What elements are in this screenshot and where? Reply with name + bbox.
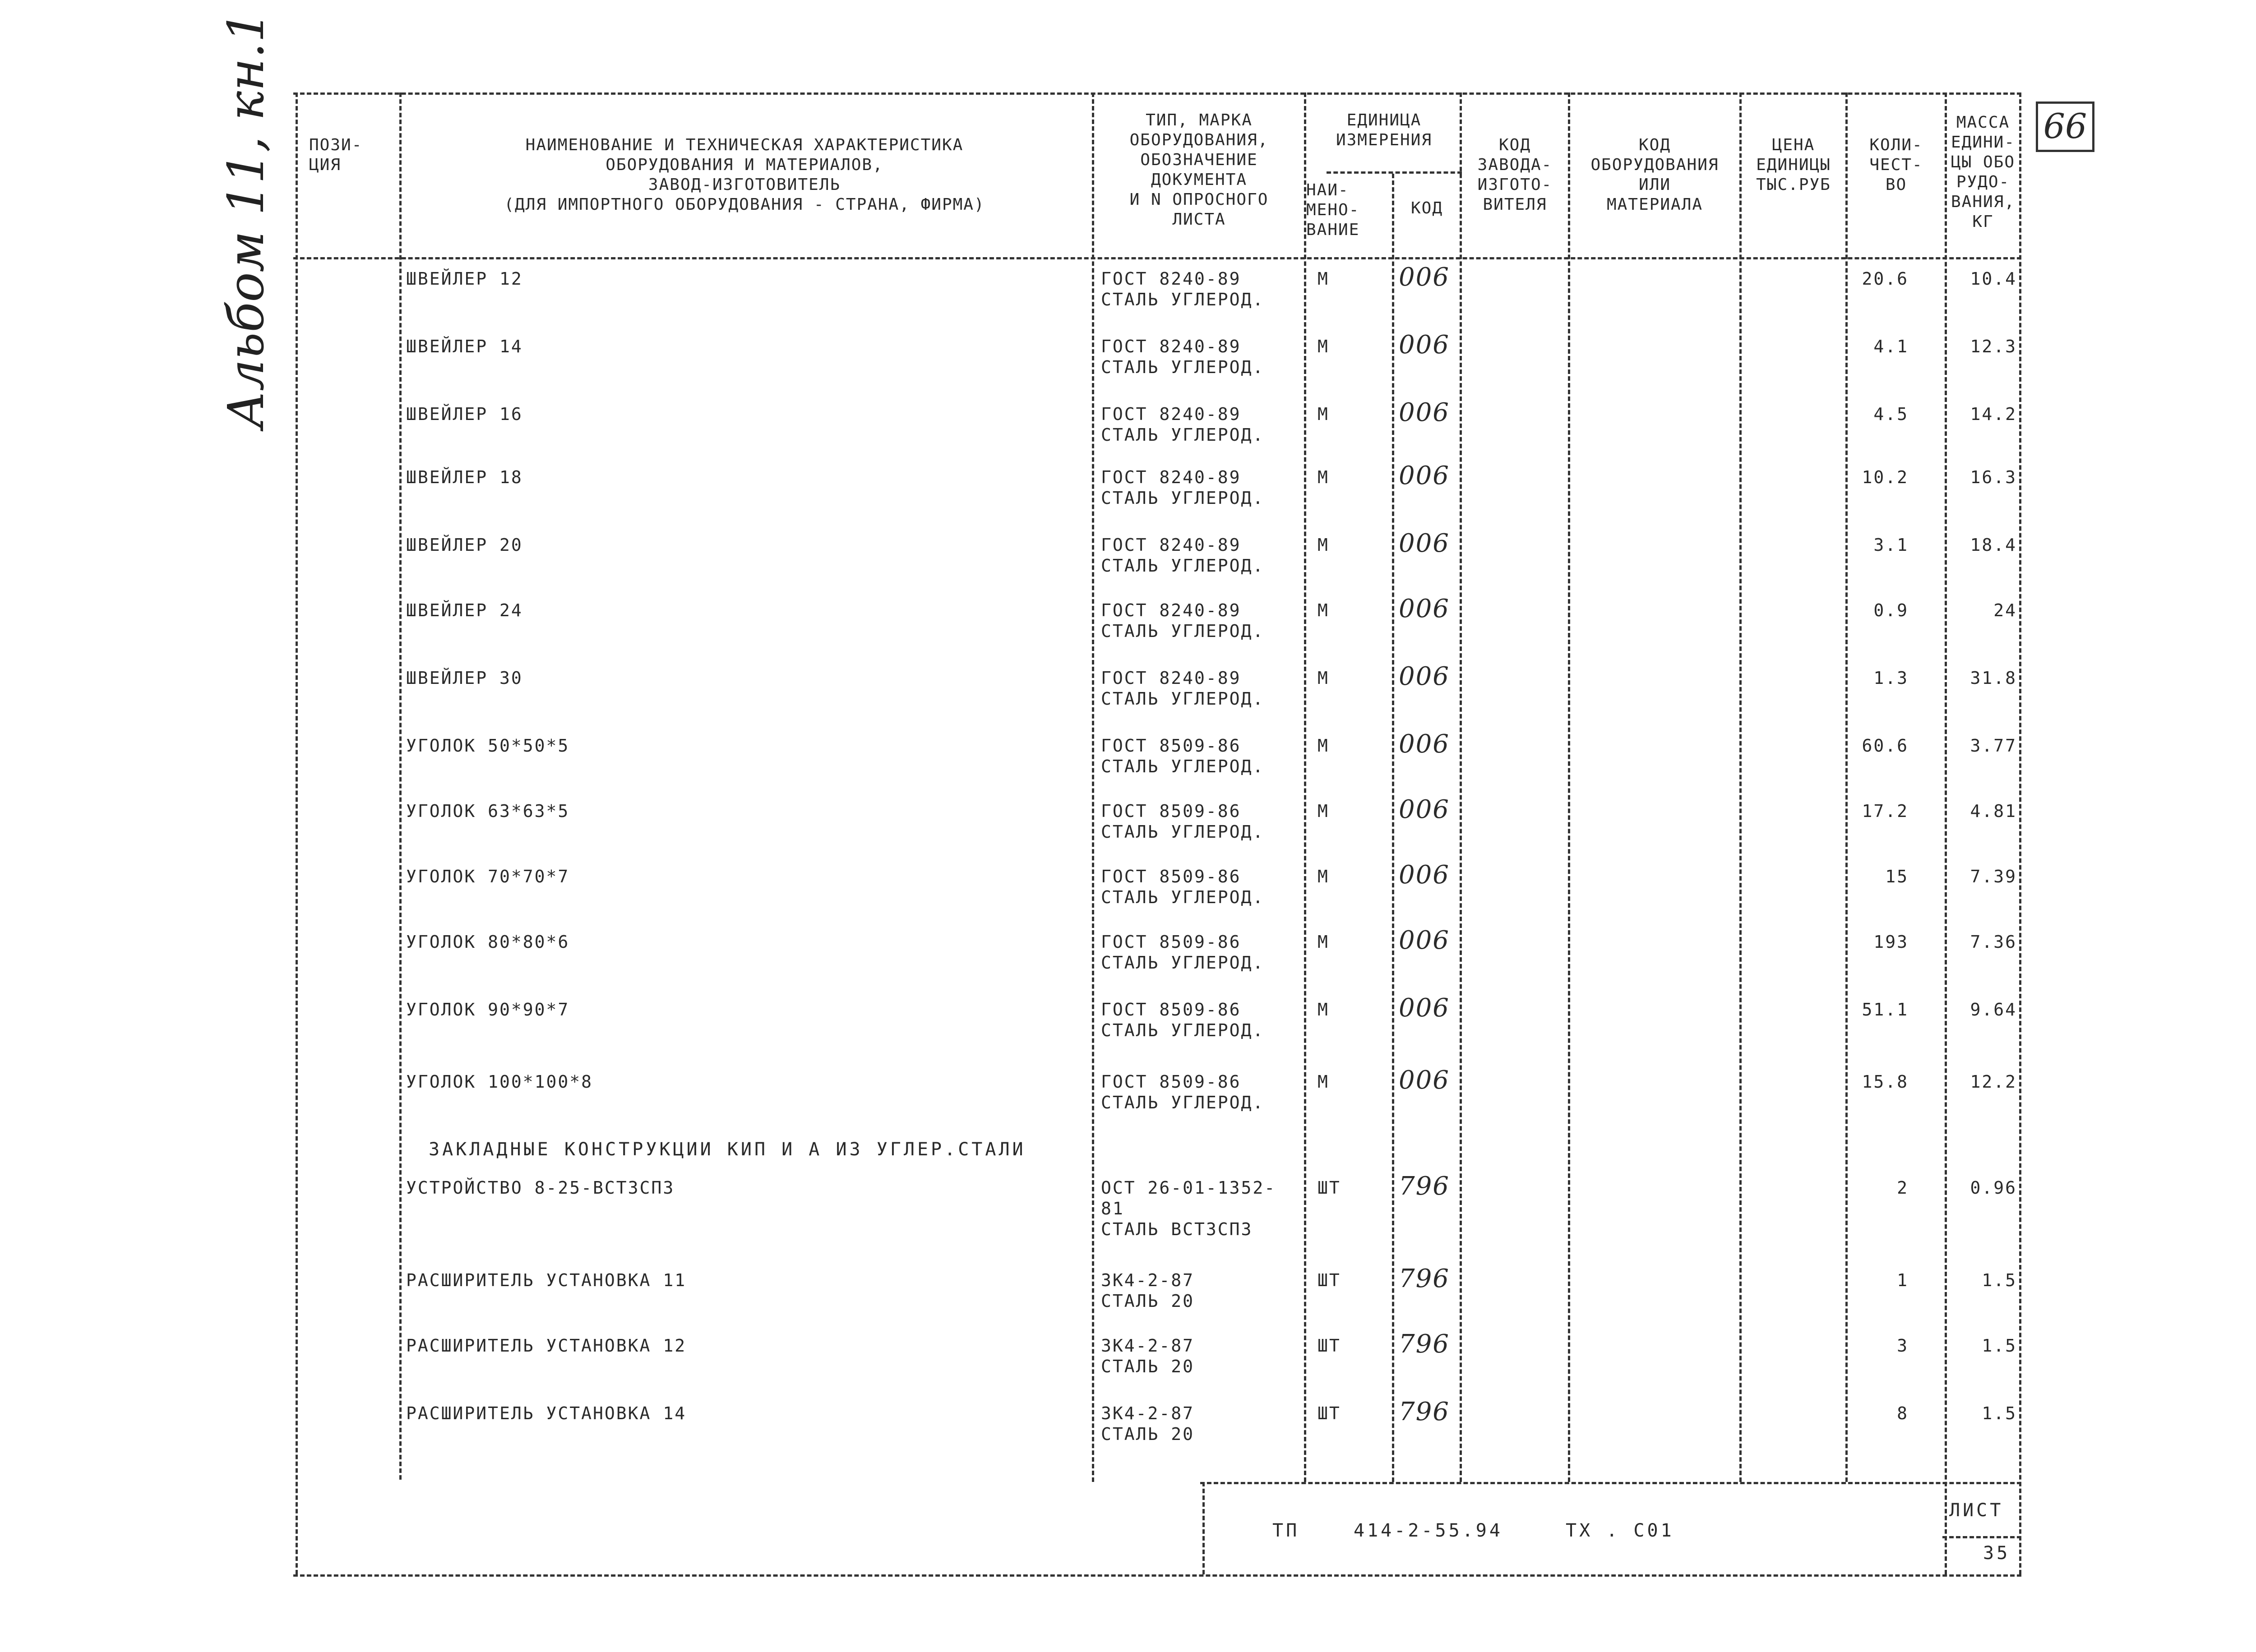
item-name: ШВЕЙЛЕР 20 [406, 535, 523, 555]
item-mass: 1.5 [1982, 1270, 2017, 1290]
item-unit-code: 796 [1399, 1329, 1450, 1359]
item-type: ГОСТ 8509-86 СТАЛЬ УГЛЕРОД. [1101, 736, 1265, 776]
item-type: ГОСТ 8240-89 СТАЛЬ УГЛЕРОД. [1101, 535, 1265, 576]
item-unit-code: 006 [1399, 529, 1450, 558]
col-border-maker [1568, 92, 1570, 1482]
item-quantity: 10.2 [1862, 467, 1909, 487]
item-type: ГОСТ 8240-89 СТАЛЬ УГЛЕРОД. [1101, 668, 1265, 709]
item-quantity: 17.2 [1862, 801, 1909, 821]
col-border-unit-code [1460, 92, 1462, 1482]
item-quantity: 51.1 [1862, 1000, 1909, 1020]
item-unit: М [1318, 801, 1329, 821]
item-quantity: 4.1 [1873, 337, 1909, 356]
item-mass: 1.5 [1982, 1336, 2017, 1356]
item-name: УГОЛОК 50*50*5 [406, 736, 570, 756]
item-unit: ШТ [1318, 1178, 1341, 1198]
header-bottom-border [293, 257, 2021, 259]
header-name: НАИМЕНОВАНИЕ И ТЕХНИЧЕСКАЯ ХАРАКТЕРИСТИКА ОБОРУДОВАНИЯ И МАТЕРИАЛОВ, ЗАВОД-ИЗГОТОВИТЕЛЬ (ДЛЯ ИМПОРТНОГО ОБОРУДОВАНИЯ - СТРАНА, ФИРМА) [504, 136, 985, 214]
col-border-type [1304, 92, 1306, 1482]
item-name: ШВЕЙЛЕР 24 [406, 600, 523, 620]
header-unit-name: НАИ- МЕНО- ВАНИЕ [1306, 181, 1360, 239]
stamp-sheet-divider [1942, 1536, 2021, 1538]
item-type: ГОСТ 8240-89 СТАЛЬ УГЛЕРОД. [1101, 404, 1265, 445]
table-bottom-border [293, 1574, 2021, 1577]
item-unit: ШТ [1318, 1403, 1341, 1423]
item-unit-code: 006 [1399, 729, 1450, 759]
item-unit: ШТ [1318, 1336, 1341, 1356]
table-top-border [293, 92, 2021, 95]
item-mass: 3.77 [1970, 736, 2017, 756]
item-mass: 12.2 [1970, 1072, 2017, 1092]
item-mass: 10.4 [1970, 269, 2017, 289]
item-name: ШВЕЙЛЕР 14 [406, 337, 523, 356]
item-quantity: 4.5 [1873, 404, 1909, 424]
header-maker-code: КОД ЗАВОДА- ИЗГОТО- ВИТЕЛЯ [1477, 136, 1553, 214]
col-border-right [2019, 92, 2021, 1574]
item-unit-code: 006 [1399, 1066, 1450, 1095]
stamp-doc-number: 414-2-55.94 [1354, 1520, 1503, 1541]
item-type: ГОСТ 8509-86 СТАЛЬ УГЛЕРОД. [1101, 801, 1265, 842]
item-unit-code: 006 [1399, 795, 1450, 824]
item-unit-code: 006 [1399, 330, 1450, 360]
header-price: ЦЕНА ЕДИНИЦЫ ТЫС.РУБ [1756, 136, 1831, 194]
item-type: ГОСТ 8240-89 СТАЛЬ УГЛЕРОД. [1101, 600, 1265, 641]
stamp-sheet-label: ЛИСТ [1949, 1500, 2004, 1521]
item-mass: 16.3 [1970, 467, 2017, 487]
col-border-name [1092, 92, 1094, 1482]
section-title: ЗАКЛАДНЫЕ КОНСТРУКЦИИ КИП И А ИЗ УГЛЕР.СТАЛИ [429, 1139, 1026, 1160]
item-quantity: 3 [1897, 1336, 1909, 1356]
item-unit: М [1318, 1000, 1329, 1020]
item-unit: М [1318, 337, 1329, 356]
item-type: ЗК4-2-87 СТАЛЬ 20 [1101, 1270, 1195, 1311]
item-name: УГОЛОК 100*100*8 [406, 1072, 593, 1092]
header-qty: КОЛИ- ЧЕСТ- ВО [1869, 136, 1923, 194]
item-type: ГОСТ 8509-86 СТАЛЬ УГЛЕРОД. [1101, 932, 1265, 973]
item-type: ГОСТ 8240-89 СТАЛЬ УГЛЕРОД. [1101, 337, 1265, 377]
item-type: ГОСТ 8509-86 СТАЛЬ УГЛЕРОД. [1101, 1000, 1265, 1040]
item-name: УГОЛОК 70*70*7 [406, 867, 570, 886]
item-mass: 24 [1993, 600, 2017, 620]
item-type: ГОСТ 8240-89 СТАЛЬ УГЛЕРОД. [1101, 467, 1265, 508]
item-mass: 14.2 [1970, 404, 2017, 424]
item-unit: М [1318, 600, 1329, 620]
item-name: ШВЕЙЛЕР 12 [406, 269, 523, 289]
item-name: УГОЛОК 80*80*6 [406, 932, 570, 952]
item-name: УГОЛОК 90*90*7 [406, 1000, 570, 1020]
item-name: РАСШИРИТЕЛЬ УСТАНОВКА 11 [406, 1270, 687, 1290]
item-unit-code: 006 [1399, 263, 1450, 292]
col-border-qty [1945, 92, 1947, 1574]
item-quantity: 2 [1897, 1178, 1909, 1198]
unit-subheader-line [1327, 171, 1462, 174]
item-unit-code: 006 [1399, 926, 1450, 955]
item-unit: М [1318, 467, 1329, 487]
item-unit: М [1318, 404, 1329, 424]
item-type: ЗК4-2-87 СТАЛЬ 20 [1101, 1403, 1195, 1444]
item-quantity: 8 [1897, 1403, 1909, 1423]
item-mass: 7.39 [1970, 867, 2017, 886]
item-mass: 7.36 [1970, 932, 2017, 952]
item-mass: 1.5 [1982, 1403, 2017, 1423]
stamp-tp: ТП [1272, 1520, 1300, 1541]
item-name: ШВЕЙЛЕР 16 [406, 404, 523, 424]
item-quantity: 15 [1885, 867, 1909, 886]
stamp-mark: ТХ . С01 [1566, 1520, 1674, 1541]
header-unit-group: ЕДИНИЦА ИЗМЕРЕНИЯ [1336, 111, 1433, 149]
item-unit-code: 796 [1399, 1397, 1450, 1426]
item-name: УГОЛОК 63*63*5 [406, 801, 570, 821]
item-type: ГОСТ 8509-86 СТАЛЬ УГЛЕРОД. [1101, 1072, 1265, 1112]
stamp-top-border [1200, 1482, 2021, 1484]
header-position: ПОЗИ- ЦИЯ [309, 136, 363, 174]
item-quantity: 193 [1873, 932, 1909, 952]
item-unit: ШТ [1318, 1270, 1341, 1290]
sheet-mark: 66 [2036, 102, 2094, 152]
col-border-price [1845, 92, 1848, 1482]
header-mass: МАССА ЕДИНИ- ЦЫ ОБО РУДО- ВАНИЯ, КГ [1951, 113, 2016, 231]
item-unit: М [1318, 668, 1329, 688]
item-unit: М [1318, 867, 1329, 886]
item-mass: 0.96 [1970, 1178, 2017, 1198]
item-unit-code: 006 [1399, 662, 1450, 691]
item-unit-code: 006 [1399, 594, 1450, 623]
item-type: ГОСТ 8240-89 СТАЛЬ УГЛЕРОД. [1101, 269, 1265, 309]
item-unit-code: 006 [1399, 398, 1450, 427]
item-unit-code: 006 [1399, 860, 1450, 890]
col-border-unit-name [1392, 174, 1394, 1482]
item-mass: 12.3 [1970, 337, 2017, 356]
item-quantity: 20.6 [1862, 269, 1909, 289]
item-name: РАСШИРИТЕЛЬ УСТАНОВКА 14 [406, 1403, 687, 1423]
item-mass: 4.81 [1970, 801, 2017, 821]
col-border-left [296, 92, 298, 1574]
item-unit-code: 006 [1399, 461, 1450, 490]
item-type: ЗК4-2-87 СТАЛЬ 20 [1101, 1336, 1195, 1376]
item-quantity: 3.1 [1873, 535, 1909, 555]
col-border-position [399, 92, 402, 1480]
header-unit-code: КОД [1410, 199, 1443, 217]
header-type: ТИП, МАРКА ОБОРУДОВАНИЯ, ОБОЗНАЧЕНИЕ ДОКУМЕНТА И N ОПРОСНОГО ЛИСТА [1129, 111, 1269, 229]
item-unit: М [1318, 736, 1329, 756]
item-name: ШВЕЙЛЕР 18 [406, 467, 523, 487]
item-name: УСТРОЙСТВО 8-25-ВСТ3СП3 [406, 1178, 675, 1198]
album-note: Альбом 11, кн.1 [217, 11, 275, 429]
item-mass: 31.8 [1970, 668, 2017, 688]
item-quantity: 60.6 [1862, 736, 1909, 756]
item-name: ШВЕЙЛЕР 30 [406, 668, 523, 688]
item-unit-code: 006 [1399, 993, 1450, 1023]
item-unit: М [1318, 932, 1329, 952]
header-equip-code: КОД ОБОРУДОВАНИЯ ИЛИ МАТЕРИАЛА [1590, 136, 1719, 214]
item-mass: 18.4 [1970, 535, 2017, 555]
stamp-left-border [1202, 1482, 1205, 1574]
item-unit-code: 796 [1399, 1264, 1450, 1293]
item-quantity: 1 [1897, 1270, 1909, 1290]
item-quantity: 15.8 [1862, 1072, 1909, 1092]
item-mass: 9.64 [1970, 1000, 2017, 1020]
item-quantity: 0.9 [1873, 600, 1909, 620]
item-unit: М [1318, 269, 1329, 289]
item-name: РАСШИРИТЕЛЬ УСТАНОВКА 12 [406, 1336, 687, 1356]
item-unit-code: 796 [1399, 1172, 1450, 1201]
item-unit: М [1318, 535, 1329, 555]
item-type: ОСТ 26-01-1352- 81 СТАЛЬ ВСТ3СП3 [1101, 1178, 1276, 1239]
col-border-equip [1739, 92, 1742, 1482]
item-type: ГОСТ 8509-86 СТАЛЬ УГЛЕРОД. [1101, 867, 1265, 907]
item-quantity: 1.3 [1873, 668, 1909, 688]
item-unit: М [1318, 1072, 1329, 1092]
stamp-sheet-number: 35 [1983, 1543, 2011, 1564]
